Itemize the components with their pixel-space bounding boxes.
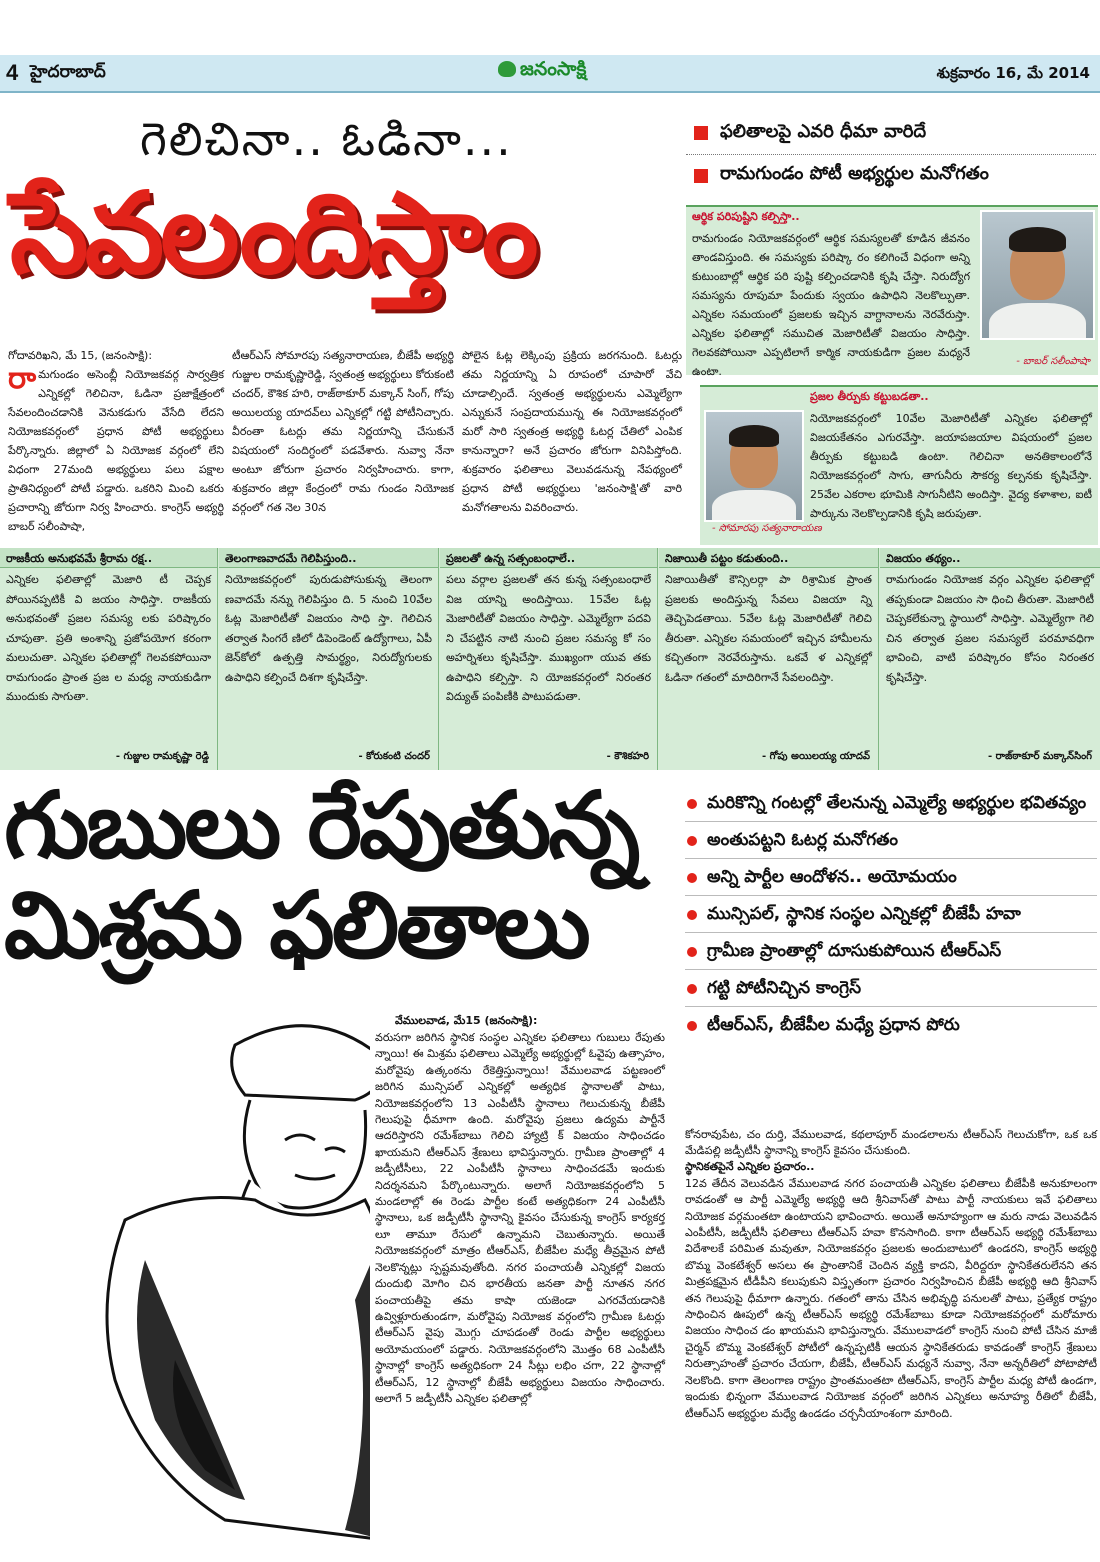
story2-headline-line2: మిశ్రమ ఫలితాలు	[4, 872, 588, 979]
issue-date: శుక్రవారం 16, మే 2014	[936, 64, 1090, 82]
story2-subhead: స్థానికతపైనే ఎన్నికల ప్రచారం..	[685, 1159, 815, 1173]
quote-sign: - బాబర్ సలీంపాషా	[1016, 356, 1090, 367]
bullet-dot-icon	[687, 1021, 697, 1031]
story2-headline-line1: గుబులు రేపుతున్న	[4, 772, 638, 879]
logo-text: జనంసాక్షి	[520, 58, 587, 80]
story2-column-1: వేములవాడ, మే15 (జనంసాక్షి): వరుసగా జరిగిన స్థానిక సంస్థల ఎన్నికల ఫలితాలు గుబులు రేపుతు న్నాయి! ఈ మిశ్రమ ఫలితాలు ఎమ్మెల్యే అభ్యర్థుల్లో ఓవైపు ఉత్సాహం, మరోవైపు ఉత్కంఠను రేకెత్తిస్తున్నాయి! వేములవాడ పట్టణంలో జరిగిన మున్సిపల్ ఎన్నికల్లో అత్యధిక స్థానాలతో పాటు, నియోజకవర్గంలోని 13 ఎంపీటీసీ స్థానాలు గెలుచుకున్న బీజేపీ గెలుపుపై ధీమాగా ఉంది. మరోవైపు ప్రజలు ఉద్యమ పార్టీనే ఆదరిస్తారని రమేశ్‌బాబు గెలిచి హ్యాట్రి క్ విజయం సాధించడం ఖాయమని టీఆర్ఎస్ శ్రేణులు భావిస్తున్నారు. గ్రామీణ ప్రాంతాల్లో 4 జడ్పీటీసీలు, 22 ఎంపీటీసీ స్థానాలు సాధించడమే ఇందుకు నిదర్శనమని పేర్కొంటున్నారు. అలాగే నియోజకవర్గంలోని 5 మండలాల్లో ఈ రెండు పార్టీల కంటే అత్యధికంగా 24 ఎంపీటీసీ స్థానాలు, ఒక జడ్పీటీసీ స్థానాన్ని కైవసం చేసుకున్న కాంగ్రెస్ కార్యకర్త లూ తామూ రేసులో ఉన్నామని చెబుతున్నారు. అయితే నియోజకవర్గంలో మాత్రం టీఆర్ఎస్, బీజేపీల మధ్యే తీవ్రమైన పోటీ నెలకొన్నట్లు స్పష్టమవుతోంది. నగర పంచాయతీ ఎన్నికల్లో విజయ దుందుభి మోగిం చిన భారతీయ జనతా పార్టీ నూతన నగర పంచాయతీపై తమ కాషా యజెండా ఎగరవేయడానికి ఉవ్విళ్లూరుతుండగా, మరోవైపు నియోజక వర్గంలోని గ్రామీణ ఓటర్లు టీఆర్ఎస్ వైపు మొగ్గు చూపడంతో రెండు పార్టీల అభ్యర్థులు అయోమయంలో పడ్డారు. నియోజకవర్గంలోని మొత్తం 68 ఎంపీటీసీ స్థానాల్లో కాంగ్రెస్ అత్యధికంగా 24 సీట్లు లభిం చగా, 22 స్థానాల్లో టీఆర్ఎస్, 12 స్థానాల్లో బీజేపీ అభ్యర్థులు విజయం సాధించారు. అలాగే 5 జడ్పీటీసీ ఎన్నికల ఫలితాల్లో	[375, 1014, 665, 1405]
masthead	[0, 0, 1100, 95]
candidate-column: నిజాయితీ పట్టం కడుతుంది.. నిజాయితీతో కౌన్సిలర్గా పా రిశ్రామిక ప్రాంత ప్రజలకు అందిస్తున్న సేవలు విజయా న్ని తెచ్చిపెడతాయి. 5వేల ఓట్ల మెజారిటీతో గెలిచి తీరుతా. ఎన్నికల సమయంలో ఇచ్చిన హామీలను కచ్చితంగా నెరవేరుస్తాను. ఒకవే ళ ఎన్నికల్లో ఓడినా గతంలో మాదిరిగానే సేవలందిస్తా. - గోపు అయిలయ్య యాదవ్	[659, 548, 879, 770]
pensive-politician-cartoon	[0, 1000, 370, 1560]
story2-dateline: వేములవాడ, మే15 (జనంసాక్షి):	[395, 1014, 538, 1027]
quote-head: ఆర్థిక పరిపుష్టిని కల్పిస్తా..	[692, 210, 800, 223]
candidates-strip	[0, 548, 1100, 770]
square-bullet-icon	[694, 126, 708, 140]
quote-text: రామగుండం నియోజకవర్గంలో ఆర్థిక సమస్యలతో కూడిన జీవనం తాండవిస్తుంది. ఈ సమస్యకు పరిష్కా రం కలిగించే విధంగా అన్ని కుటుంబాల్లో ఆర్థిక పరి పుష్టి కల్పించడానికి కృషి చేస్తా. నిరుద్యోగ సమస్యను రూపుమా పేందుకు స్వయం ఉపాధిని నెలకొల్పుతా. ఎన్నికల సమయంలో ప్రజలకు ఇచ్చిన వాగ్దానాలను నెరవేరుస్తా. ఎన్నికల ఫలితాల్లో సముచిత మెజారిటీతో విజయం సాధిస్తా. గెలవకపోయినా ఎప్పటిలాగే కార్మిక నాయకుడిగా ప్రజల మధ్యనే ఉంటా.	[692, 232, 970, 378]
story2-bullet: అన్ని పార్టీల ఆందోళన.. అయోమయం	[685, 859, 1097, 896]
bullet-dot-icon	[687, 984, 697, 994]
lead-bullets	[686, 112, 1096, 196]
lead-bullet: రామగుండం పోటీ అభ్యర్థుల మనోగతం	[686, 154, 1096, 196]
candidate-photo	[704, 410, 804, 522]
candidate-column: తెలంగాణవాదమే గెలిపిస్తుంది.. నియోజకవర్గంలో పురుడుపోసుకున్న తెలంగా ణవాదమే నన్ను గెలిపిస్తుం ది. 5 నుంచి 10వేల ఓట్ల మెజారిటీతో విజయం సాధి స్తా. గెలిచిన తర్వాత సింగరే ణిలో డిపెండెంట్ ఉద్యోగాలు, ఏపీ జెన్‌కోలో ఉత్పత్తి సామర్థ్యం, నిరుద్యోగులకు ఉపాధిని కల్పించే దిశగా కృషిచేస్తా. - కోరుకంటి చందర్	[219, 548, 439, 770]
quote-head: ప్రజల తీర్పుకు కట్టుబడతా..	[810, 390, 929, 403]
lead-column-1: గోదావరిఖని, మే 15, (జనంసాక్షి): రా మగుండం అసెంబ్లీ నియోజకవర్గ సార్వత్రిక ఎన్నికల్లో గెలిచినా, ఓడినా ప్రజాక్షేత్రంలో సేవలందించడానికి వెనుకడుగు వేసేది లేదని నియోజకవర్గంలో ప్రధాన పోటీ అభ్యర్థులు పేర్కొన్నారు. జిల్లాలో ఏ నియోజక వర్గంలో లేని విధంగా 27మంది అభ్యర్థులు పలు పక్షాల ప్రాతినిధ్యంలో పోటీ పడ్డారు. ఒకరిని మించి ఒకరు ప్రచారాన్ని జోరుగా నిర్వ హించారు. కాంగ్రెస్ అభ్యర్థి బాబర్ సలీంపాషా,	[8, 346, 224, 536]
story2-column-2: కోనరావుపేట, చం దుర్తి, వేములవాడ, కథలాపూర్ మండలాలను టీఆర్ఎస్ గెలుచుకోగా, ఒక ఒక మేడిపల్లి జడ్పీటీసీ స్థానాన్ని కాంగ్రెస్ కైవసం చేసుకుంది. స్థానికతపైనే ఎన్నికల ప్రచారం.. 12వ తేదీన వెలువడిన వేములవాడ నగర పంచాయతీ ఎన్నికల ఫలితాలు బీజేపీకి అనుకూలంగా రావడంతో ఆ పార్టీ ఎమ్మెల్యే అభ్యర్థి ఆది శ్రీనివాస్‌తో పాటు పార్టీ నాయకులు ఇవే ఫలితాలు నియోజక వర్గమంతటా ఉంటాయని భావించారు. అయితే అనూహ్యంగా ఆ మరు నాడు వెలువడిన ఎంపీటీసీ, జడ్పీటీసీ ఫలితాలు టీఆర్ఎస్ హవా కొనసాగింది. కాగా టీఆర్ఎస్ అభ్యర్థి రమేశ్‌బాబు విదేశాలకే పరిమిత మవుతూ, నియోజకవర్గం ప్రజలకు అందుబాటులో ఉండరని, కాంగ్రెస్ అభ్యర్థి బొమ్మ వెంకటేశ్వర్ అసలు ఈ ప్రాంతానికే చెందిన వ్యక్తి కాదని, వీరిద్దరూ స్థానికేతరులేనని తన మిత్రపక్షమైన టీడీపీని కలుపుకుని విస్తృతంగా ప్రచారం నిర్వహించిన బీజేపీ అభ్యర్థి ఆది శ్రీనివాస్ తన గెలుపుపై ధీమాగా ఉన్నారు. గతంలో తాను చేసిన అభివృద్ధి పనులతో పాటు, ప్రత్యేక రాష్ట్రం సాధించిన ఊపులో ఉన్న టీఆర్ఎస్ అభ్యర్థి రమేశ్‌బాబు కూడా నియోజకవర్గంలో మరోమారు విజయం సాధించ డం ఖాయమని భావిస్తున్నారు. వేములవాడలో కాంగ్రెస్ నుంచి పోటీ చేసిన మాజీ చైర్మన్ బొమ్మ వెంకటేశ్వర్ పోటీలో ఉన్నప్పటికీ ఆయన స్థానికేతరుడు కావడంతో కాంగ్రెస్ శ్రేణులు నిరుత్సాహంతో ప్రచారం చేయగా, బీజేపీ, టీఆర్ఎస్ మధ్యనే నువ్వా, నేనా అన్నరీతిలో పోటాపోటీ నెలకొంది. కాగా తెలంగాణ రాష్ట్రం ప్రాంతమంతటా టీఆర్ఎస్, కాంగ్రెస్ పార్టీల మధ్య పోటీ ఉండగా, ఇందుకు భిన్నంగా వేములవాడ నియోజక వర్గంలో జరిగిన ఎన్నికలు అనూహ్య రీతిలో బీజేపీ, టీఆర్ఎస్ అభ్యర్థుల మధ్యే ఉండడం చర్చనీయాంశంగా మారింది.	[685, 1128, 1097, 1420]
edition-city: హైదరాబాద్	[30, 62, 106, 82]
bullet-dot-icon	[687, 836, 697, 846]
drop-cap: రా	[8, 361, 37, 396]
candidate-photo	[980, 210, 1095, 340]
lead-column-2: టీఆర్ఎస్ సోమారపు సత్యనారాయణ, బీజేపీ అభ్యర్థి గుజ్జుల రామకృష్ణారెడ్డి, స్వతంత్ర అభ్యర్థులు కోరుకంటి చందర్, కౌశిక హరి, రాజ్‌ఠాకూర్ మక్కాన్ సింగ్, గోపు అయిలయ్య యాదవ్‌లు ఎన్నికల్లో గట్టి పోటీనిచ్చారు. వీరంతా ఓటర్లు తమ నిర్ణయాన్ని చేసుకునే విషయంలో సందిగ్ధంలో పడవేశారు. నువ్వా నేనా అంటూ జోరుగా ప్రచారం నిర్వహించారు. కాగా, శుక్రవారం జిల్లా కేంద్రంలో రామ గుండం నియోజక వర్గంలో గత నెల 30న	[232, 349, 454, 514]
quote-text: నియోజకవర్గంలో 10వేల మెజారిటీతో ఎన్నికల ఫలితాల్లో విజయకేతనం ఎగురవేస్తా. జయాపజయాల విషయంలో ప్రజల తీర్పుకు కట్టుబడి ఉంటా. గెలిచినా అనతికాలంలోనే నియోజకవర్గంలో సాగు, తాగునీరు సౌకర్య కల్పనకు కృషిచేస్తా. 25వేల ఎకరాల భూమికి సాగునీటిని అందిస్తా. వైద్య కళాశాల, ఐటీ పార్కును నెలకొల్పడానికి కృషి జరుపుతా.	[810, 412, 1092, 520]
bullet-dot-icon	[687, 799, 697, 809]
newspaper-logo	[498, 58, 586, 85]
lead-column-3: పోలైన ఓట్ల లెక్కింపు ప్రక్రియ జరగనుంది. ఓటర్లు తమ నిర్ణయాన్ని ఏ రూపంలో చూపారో వేచి చూడాల్సిందే. స్వతంత్ర అభ్యర్థులను ఎమ్మెల్యేగా ఎన్నుకునే సంప్రదాయమున్న ఈ నియోజకవర్గంలో మరో సారి స్వతంత్ర అభ్యర్థి ఓటర్ల చేతిలో ఎంపిక కానున్నారా? అనే ప్రచారం జోరుగా వినిపిస్తోంది. శుక్రవారం ఫలితాలు వెలువడనున్న నేపథ్యంలో ప్రధాన పోటీ అభ్యర్థులు 'జనంసాక్షి'తో వారి మనోగతాలను వివరించారు.	[462, 349, 682, 514]
bullet-dot-icon	[687, 873, 697, 883]
story2-bullet: అంతుపట్టని ఓటర్ల మనోగతం	[685, 822, 1097, 859]
story2-bullet: టీఆర్ఎస్, బీజేపీల మధ్యే ప్రధాన పోరు	[685, 1007, 1097, 1043]
lead-dateline: గోదావరిఖని, మే 15, (జనంసాక్షి):	[8, 349, 153, 362]
story2-bullet: మున్సిపల్, స్థానిక సంస్థల ఎన్నికల్లో బీజేపీ హవా	[685, 896, 1097, 933]
map-icon	[498, 61, 516, 77]
story2-bullet: గట్టి పోటీనిచ్చిన కాంగ్రెస్	[685, 970, 1097, 1007]
story2-bullet: గ్రామీణ ప్రాంతాల్లో దూసుకుపోయిన టీఆర్ఎస్	[685, 933, 1097, 970]
candidate-column: విజయం తథ్యం.. రామగుండం నియోజక వర్గం ఎన్నికల ఫలితాల్లో తప్పకుండా విజయం సా ధించి తీరుతా. మెజారిటీ చెప్పకలేకున్నా స్థాయిలో సాధిస్తా. ఎమ్మెల్యేగా గెలి చిన తర్వాత ప్రజల సమస్యలే పరమావధిగా భావించి, వాటి పరిష్కారం కోసం నిరంతర కృషిచేస్తా. - రాజ్‌ఠాకూర్ మక్కాన్‌సింగ్	[880, 548, 1100, 770]
story2-bullet: మరికొన్ని గంటల్లో తేలనున్న ఎమ్మెల్యే అభ్యర్థుల భవితవ్యం	[685, 785, 1097, 822]
candidate-column: ప్రజలతో ఉన్న సత్సంబంధాలే.. పలు వర్గాల ప్రజలతో తన కున్న సత్సంబంధాలే విజ యాన్ని అందిస్తాయి. 15వేల ఓట్ల మెజారిటీతో విజయం సాధిస్తా. ఎమ్మెల్యేగా పదవి ని చేపట్టిన నాటి నుంచి ప్రజల సమస్య కో సం అహర్నిశలు కృషిచేస్తా. ముఖ్యంగా యువ తకు ఉపాధిని కల్పిస్తా. ని యోజకవర్గంలో నిరంతర విద్యుత్ పంపిణీకి పాటుపడుతా. - కౌశికహరి	[440, 548, 658, 770]
square-bullet-icon	[694, 169, 708, 183]
lead-bullet: ఫలితాలపై ఎవరి ధీమా వారిదే	[686, 112, 1096, 154]
quote-sign: - సోమారపు సత్యనారాయణ	[712, 523, 822, 534]
page-number: 4	[6, 60, 19, 85]
bullet-dot-icon	[687, 947, 697, 957]
candidate-column: రాజకీయ అనుభవమే శ్రీరామ రక్ష.. ఎన్నికల ఫలితాల్లో మెజారి టీ చెప్పక పోయినప్పటికీ వి జయం సాధిస్తా. రాజకీయ అనుభవంతో ప్రజల సమస్య లకు పరిష్కారం చూపుతా. ప్రతి అంశాన్ని ప్రజోపయోగ కరంగా మలుచుతా. ఎన్నికల ఫలితాల్లో గెలవకపోయినా రామగుండం ప్రాంత ప్రజ ల మధ్య నాయకుడిగా ముందుకు సాగుతా. - గుజ్జుల రామకృష్ణా రెడ్డి	[0, 548, 218, 770]
bullet-dot-icon	[687, 910, 697, 920]
lead-kicker: గెలిచినా.. ఓడినా...	[140, 112, 513, 166]
lead-headline: సేవలందిస్తాం	[10, 169, 535, 299]
story2-bullets	[685, 785, 1097, 1043]
